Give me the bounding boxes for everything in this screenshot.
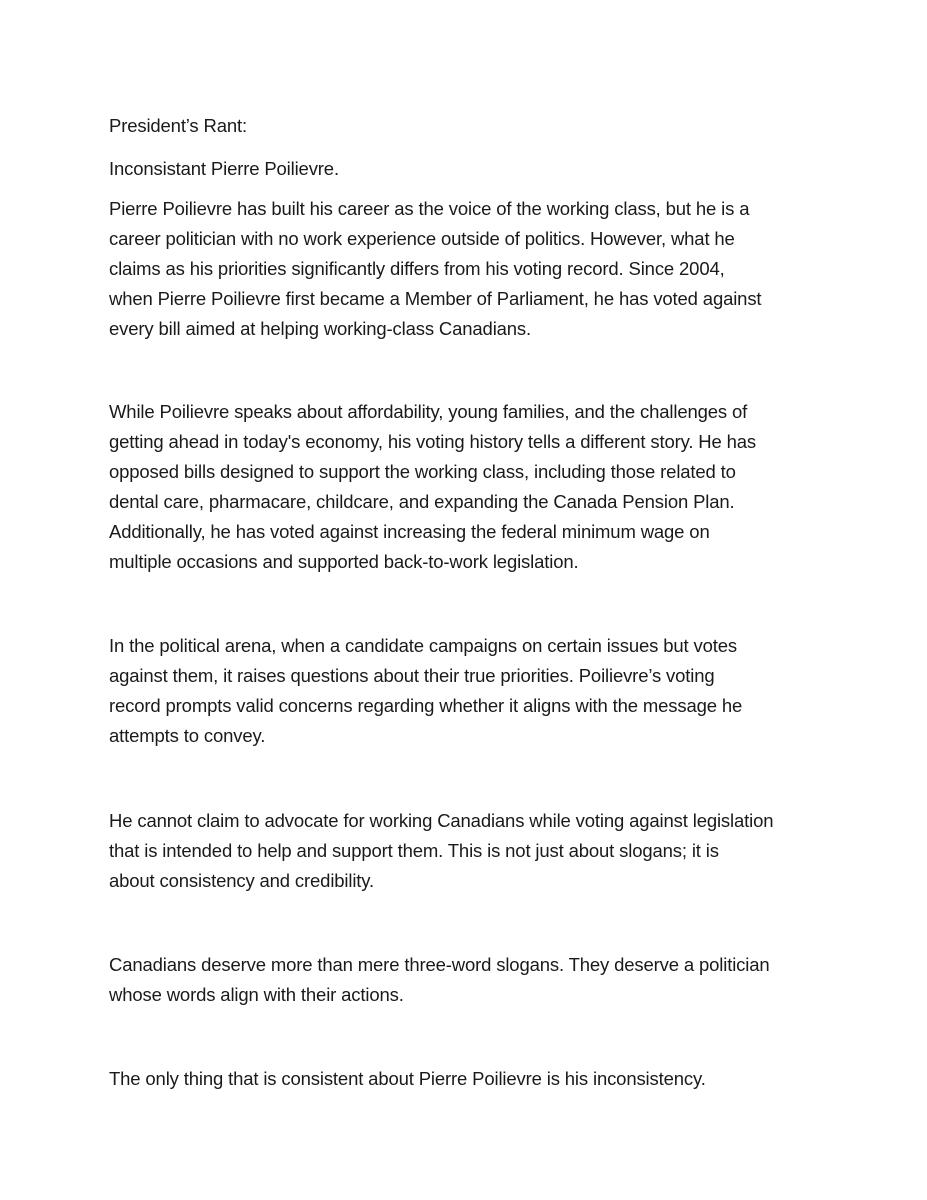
paragraph-2-line-6: multiple occasions and supported back-to-work legislation.	[109, 551, 579, 572]
paragraph-4-line-2: that is intended to help and support them. This is not just about slogans; it is	[109, 840, 719, 861]
paragraph-1-line-4: when Pierre Poilievre first became a Member of Parliament, he has voted against	[109, 288, 762, 309]
paragraph-5-line-1: Canadians deserve more than mere three-word slogans. They deserve a politician	[109, 954, 770, 975]
paragraph-1-line-5: every bill aimed at helping working-class Canadians.	[109, 318, 532, 339]
paragraph-3-line-4: attempts to convey.	[109, 725, 266, 746]
paragraph-4-line-1: He cannot claim to advocate for working Canadians while voting against legislation	[109, 810, 774, 831]
paragraph-2-line-1: While Poilievre speaks about affordability, young families, and the challenges of	[109, 401, 748, 422]
document-subheading: Inconsistant Pierre Poilievre.	[109, 158, 339, 179]
paragraph-3-line-3: record prompts valid concerns regarding whether it aligns with the message he	[109, 695, 743, 716]
document-heading: President’s Rant:	[109, 115, 247, 136]
paragraph-6-line-1: The only thing that is consistent about Pierre Poilievre is his inconsistency.	[109, 1068, 706, 1089]
paragraph-5-line-2: whose words align with their actions.	[109, 984, 404, 1005]
paragraph-2-line-3: opposed bills designed to support the working class, including those related to	[109, 461, 736, 482]
paragraph-4-line-3: about consistency and credibility.	[109, 870, 375, 891]
paragraph-1-line-3: claims as his priorities significantly differs from his voting record. Since 2004,	[109, 258, 725, 279]
paragraph-1-line-2: career politician with no work experience outside of politics. However, what he	[109, 228, 735, 249]
paragraph-2-line-5: Additionally, he has voted against increasing the federal minimum wage on	[109, 521, 710, 542]
paragraph-3-line-2: against them, it raises questions about their true priorities. Poilievre’s voting	[109, 665, 715, 686]
paragraph-3-line-1: In the political arena, when a candidate campaigns on certain issues but votes	[109, 635, 737, 656]
paragraph-2-line-2: getting ahead in today's economy, his voting history tells a different story. He has	[109, 431, 757, 452]
paragraph-2-line-4: dental care, pharmacare, childcare, and expanding the Canada Pension Plan.	[109, 491, 735, 512]
paragraph-1-line-1: Pierre Poilievre has built his career as the voice of the working class, but he is a	[109, 198, 750, 219]
